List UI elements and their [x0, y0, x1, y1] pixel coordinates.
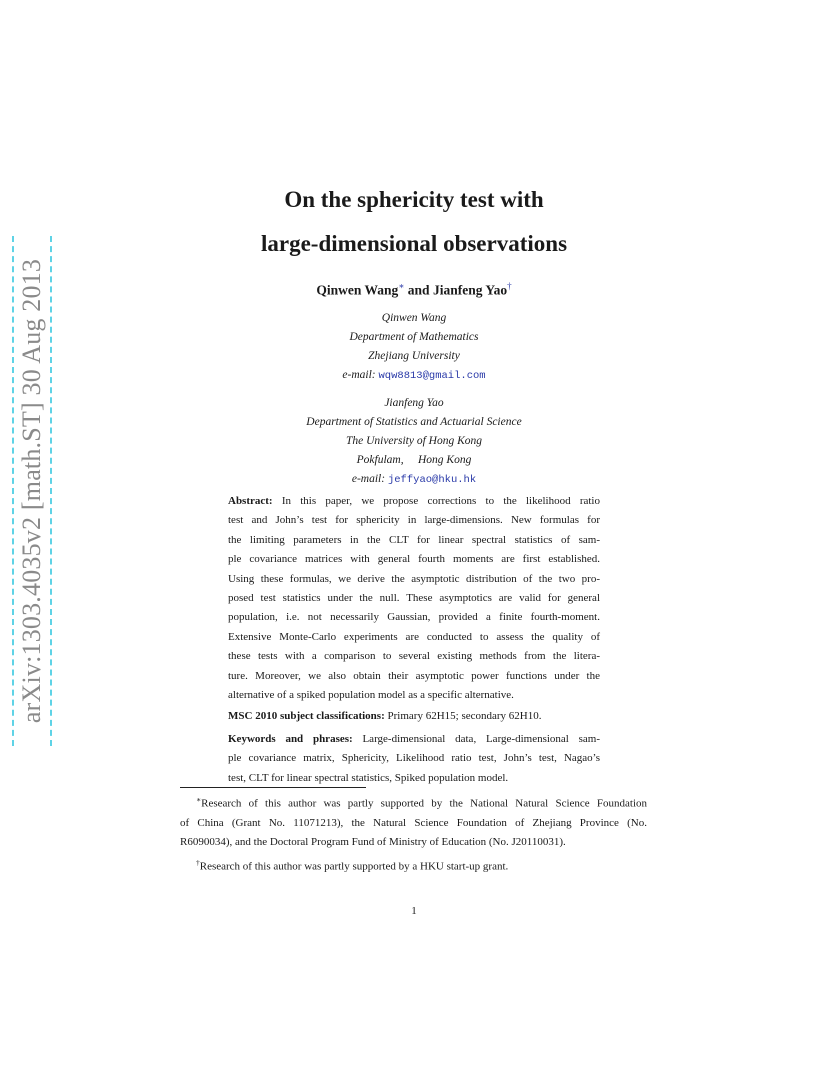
abstract-line: posed test statistics under the null. These asymptotics are valid for general [228, 592, 600, 605]
footnote-line: of China (Grant No. 11071213), the Natural Science Foundation of Zhejiang Province (No. [180, 817, 647, 830]
abstract-line: the limiting parameters in the CLT for linear spectral statistics of sam- [228, 533, 600, 546]
email-label: e-mail: [342, 369, 379, 381]
abstract-line: alternative of a spiked population model as a specific alternative. [228, 689, 514, 702]
keywords-line: Keywords and phrases: Large-dimensional data, Large-dimensional sam- [228, 733, 601, 745]
page-number: 1 [411, 905, 417, 917]
footnote-marker-link[interactable]: ∗ [398, 281, 405, 291]
abstract-line: population, i.e. not necessarily Gaussian, provided a finite fourth-moment. [228, 611, 600, 624]
keywords [228, 730, 600, 788]
keywords-line: test, CLT for linear spectral statistics, Spiked population model. [228, 771, 509, 784]
footnote-marker: ∗ [196, 795, 202, 804]
keywords-line: ple covariance matrix, Sphericity, Likelihood ratio test, John’s test, Nagao’s [228, 752, 600, 765]
author-list [0, 281, 828, 299]
arxiv-identifier: arXiv:1303.4035v2 [math.ST] 30 Aug 2013 [17, 258, 46, 724]
abstract-line: Abstract: In this paper, we propose corrections to the likelihood ratio [228, 495, 600, 507]
email-link[interactable]: jeffyao@hku.hk [387, 474, 477, 486]
abstract-line: these tests with a comparison to several existing methods from the litera- [228, 650, 600, 663]
msc-classification [228, 710, 541, 722]
author-name: Qinwen Wang [316, 282, 399, 298]
affiliation-name: Jianfeng Yao [384, 397, 444, 409]
msc-label: MSC 2010 subject classifications: [228, 710, 385, 722]
author-connector: and [404, 282, 433, 298]
footnote-line: †Research of this author was partly supported by a HKU start-up grant. [196, 857, 509, 873]
footnote-rule [180, 787, 366, 788]
footnotes [180, 790, 647, 877]
affiliation-department: Department of Mathematics [349, 331, 479, 343]
abstract-line: Using these formulas, we derive the asymptotic distribution of the two pro- [228, 572, 600, 585]
abstract-label: Abstract: [228, 495, 273, 507]
msc-text: Primary 62H15; secondary 62H10. [384, 710, 542, 722]
abstract-line: Extensive Monte-Carlo experiments are conducted to assess the quality of [228, 630, 600, 643]
affiliation-email [0, 473, 828, 486]
footnote-line: ∗Research of this author was partly supported by the National Natural Science Foundation [196, 795, 647, 810]
affiliation-institution: The University of Hong Kong [345, 435, 483, 447]
email-label: e-mail: [351, 473, 388, 485]
abstract-line: ple covariance matrices with general fourth moments are first established. [228, 553, 600, 566]
abstract-line: test and John’s test for sphericity in large-dimensions. New formulas for [228, 514, 600, 527]
paper-title-line-1: On the sphericity test with [284, 187, 544, 212]
footnote-line: R6090034), and the Doctoral Program Fund of Ministry of Education (No. J20110031). [180, 836, 566, 849]
abstract [228, 492, 600, 705]
footnote-marker-link[interactable]: † [507, 281, 512, 291]
email-link[interactable]: wqw8813@gmail.com [378, 370, 486, 382]
affiliation-email [0, 369, 828, 382]
affiliation-department: Department of Statistics and Actuarial Science [306, 416, 522, 428]
abstract-line: ture. Moreover, we also obtain their asymptotic power functions under the [228, 669, 600, 682]
keywords-label: Keywords and phrases: [228, 733, 353, 745]
author-name: Jianfeng Yao [432, 282, 508, 298]
affiliation-name: Qinwen Wang [381, 312, 447, 324]
footnote-marker: † [196, 857, 200, 867]
paper-title-line-2: large-dimensional observations [260, 231, 568, 256]
affiliation-location: Pokfulam, Hong Kong [356, 454, 472, 466]
affiliation-institution: Zhejiang University [368, 350, 460, 362]
